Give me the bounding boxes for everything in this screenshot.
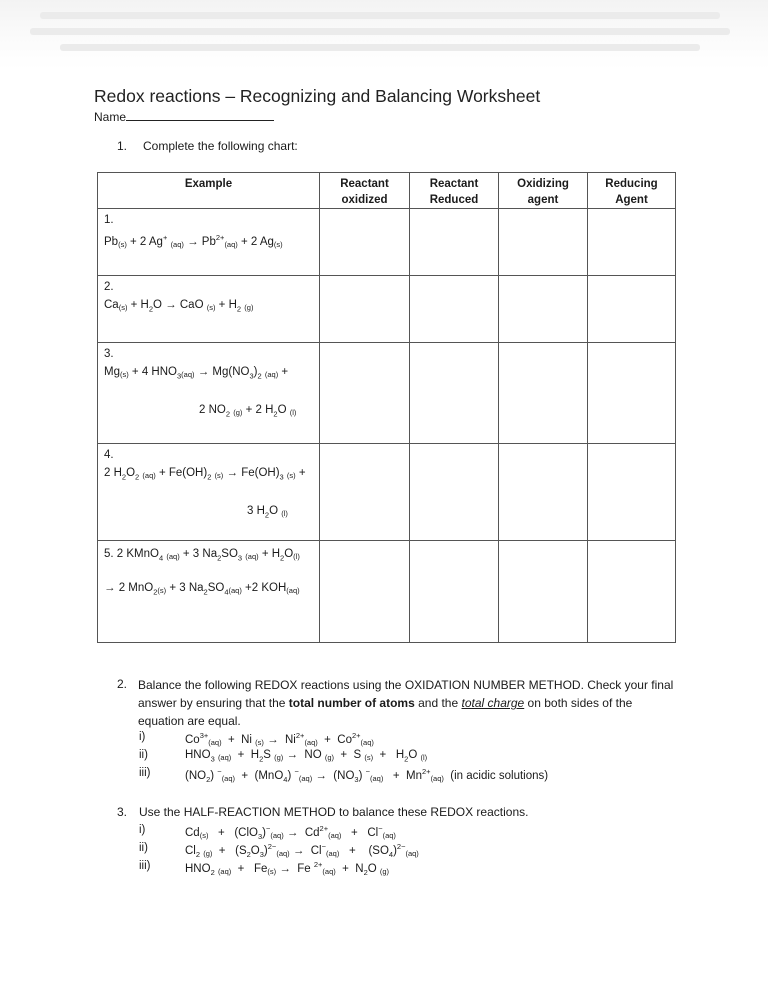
example-cell: [98, 541, 320, 643]
table-row: [98, 541, 676, 643]
question-number: 3.: [117, 805, 128, 819]
answer-cell-reducing-agent[interactable]: [588, 343, 676, 444]
bleed-through-shadow: [0, 0, 768, 70]
answer-cell-reactant-reduced[interactable]: [410, 343, 499, 444]
row-number: 2.: [104, 281, 114, 293]
answer-cell-reactant-oxidized[interactable]: [320, 276, 410, 343]
question-2-text: Balance the following REDOX reactions using the OXIDATION NUMBER METHOD. Check your final answer by ensuring that the total number of atoms and the total charge on both sides of the equation are equal.: [138, 678, 674, 728]
table-row: [98, 276, 676, 343]
answer-cell-reactant-oxidized[interactable]: [320, 343, 410, 444]
name-field[interactable]: [94, 110, 274, 124]
redox-chart: [97, 172, 676, 643]
row-number: 3.: [104, 348, 114, 360]
name-blank-line[interactable]: [126, 110, 274, 121]
answer-cell-oxidizing-agent[interactable]: [499, 541, 588, 643]
emphasis-total-atoms: total number of atoms: [288, 696, 415, 710]
answer-cell-reducing-agent[interactable]: [588, 444, 676, 541]
header-reactant-oxidized: Reactant oxidized: [320, 173, 410, 209]
chemical-equation: $HNO_3$ $(aq) + H_2S$ (g) → NO (g) + S $(s) + H_2O$ (l): [185, 749, 428, 764]
answer-cell-reactant-reduced[interactable]: [410, 209, 499, 276]
chemical-equation-cont: → 2 MnO$_2$(s) + 3 $Na_2SO_4(aq) +2$ KOH(aq): [104, 582, 300, 597]
answer-cell-oxidizing-agent[interactable]: [499, 343, 588, 444]
example-cell: [98, 444, 320, 541]
row-number: 1.: [104, 214, 114, 226]
example-cell: [98, 276, 320, 343]
answer-cell-oxidizing-agent[interactable]: [499, 209, 588, 276]
chemical-equation: $(NO_2) ^-(aq) + (MnO_4) ^-(aq) \to (NO_3) ^-(aq) + Mn^{2+}(aq)$ (in acidic solutions): [185, 767, 549, 785]
answer-cell-reactant-oxidized[interactable]: [320, 209, 410, 276]
answer-cell-reducing-agent[interactable]: [588, 276, 676, 343]
item-label: i): [139, 731, 146, 743]
example-cell: [98, 209, 320, 276]
chemical-equation: $Cl_2$ $(g) + (S_2O_3)^{2-}(aq) \to Cl^-(aq)$ + $(SO_4)^{2-}(aq)$: [185, 842, 419, 860]
chemical-equation: 5. 2 KMnO$_4$ (aq) + 3 $Na_2SO_3$ $(aq) + H_2O(l)$: [104, 548, 300, 563]
item-label: i): [139, 824, 146, 836]
row-number: 4.: [104, 449, 114, 461]
question-text: Complete the following chart:: [143, 139, 298, 153]
answer-cell-oxidizing-agent[interactable]: [499, 276, 588, 343]
chemical-equation: 2 $H_2O_2$ $(aq) + Fe(OH)_2$ $(s) \to Fe(OH)_3$ (s) +: [104, 467, 306, 482]
chemical-equation: $Cd(s) + (ClO_3)^-(aq) \to Cd^{2+}(aq) + Cl^-(aq)$: [185, 824, 396, 842]
worksheet-title: Redox reactions – Recognizing and Balancing Worksheet: [94, 86, 541, 106]
row-number: 5.: [104, 548, 114, 560]
chemical-equation: $HNO_2$ (aq) + Fe(s) → Fe $^{2+}(aq) + N_2O$ (g): [185, 860, 390, 878]
answer-cell-oxidizing-agent[interactable]: [499, 444, 588, 541]
condition-note: (in acidic solutions): [450, 769, 549, 782]
chemical-equation: Mg(s) + 4 $HNO_3(aq) \to Mg(NO_3)_2$ (aq) +: [104, 366, 289, 381]
question-number: 1.: [117, 139, 128, 153]
chart-header-row: [98, 173, 676, 209]
name-label: Name: [94, 110, 127, 124]
header-oxidizing-agent: Oxidizing agent: [499, 173, 588, 209]
answer-cell-reactant-oxidized[interactable]: [320, 541, 410, 643]
emphasis-total-charge: total charge: [461, 696, 525, 710]
table-row: [98, 209, 676, 276]
answer-cell-reducing-agent[interactable]: [588, 541, 676, 643]
answer-cell-reactant-reduced[interactable]: [410, 444, 499, 541]
item-label: ii): [139, 842, 148, 854]
item-label: ii): [139, 749, 148, 761]
header-reducing-agent: Reducing Agent: [588, 173, 676, 209]
answer-cell-reactant-oxidized[interactable]: [320, 444, 410, 541]
header-example: Example: [98, 173, 320, 209]
table-row: [98, 444, 676, 541]
chemical-equation: $Co^{3+}(aq) + Ni$ $(s) \to Ni^{2+}(aq) + Co^{2+}(aq)$: [185, 731, 374, 747]
chemical-equation: Pb(s) + 2 Ag+ $(aq) \to Pb^{2+}(aq) + 2$ Ag(s): [104, 233, 283, 249]
item-label: iii): [139, 860, 151, 872]
chemical-equation: $Ca(s) + H_2O$ → CaO $(s) + H_2$ (g): [104, 299, 254, 314]
question-text: Use the HALF-REACTION METHOD to balance these REDOX reactions.: [139, 805, 529, 819]
chemical-equation-cont: 3 $H_2O$ (l): [247, 505, 288, 520]
answer-cell-reactant-reduced[interactable]: [410, 541, 499, 643]
table-row: [98, 343, 676, 444]
chemical-equation-cont: 2 $NO_2$ (g) + 2 $H_2O$ (l): [199, 404, 297, 419]
example-cell: [98, 343, 320, 444]
header-reactant-reduced: Reactant Reduced: [410, 173, 499, 209]
answer-cell-reducing-agent[interactable]: [588, 209, 676, 276]
item-label: iii): [139, 767, 151, 779]
answer-cell-reactant-reduced[interactable]: [410, 276, 499, 343]
